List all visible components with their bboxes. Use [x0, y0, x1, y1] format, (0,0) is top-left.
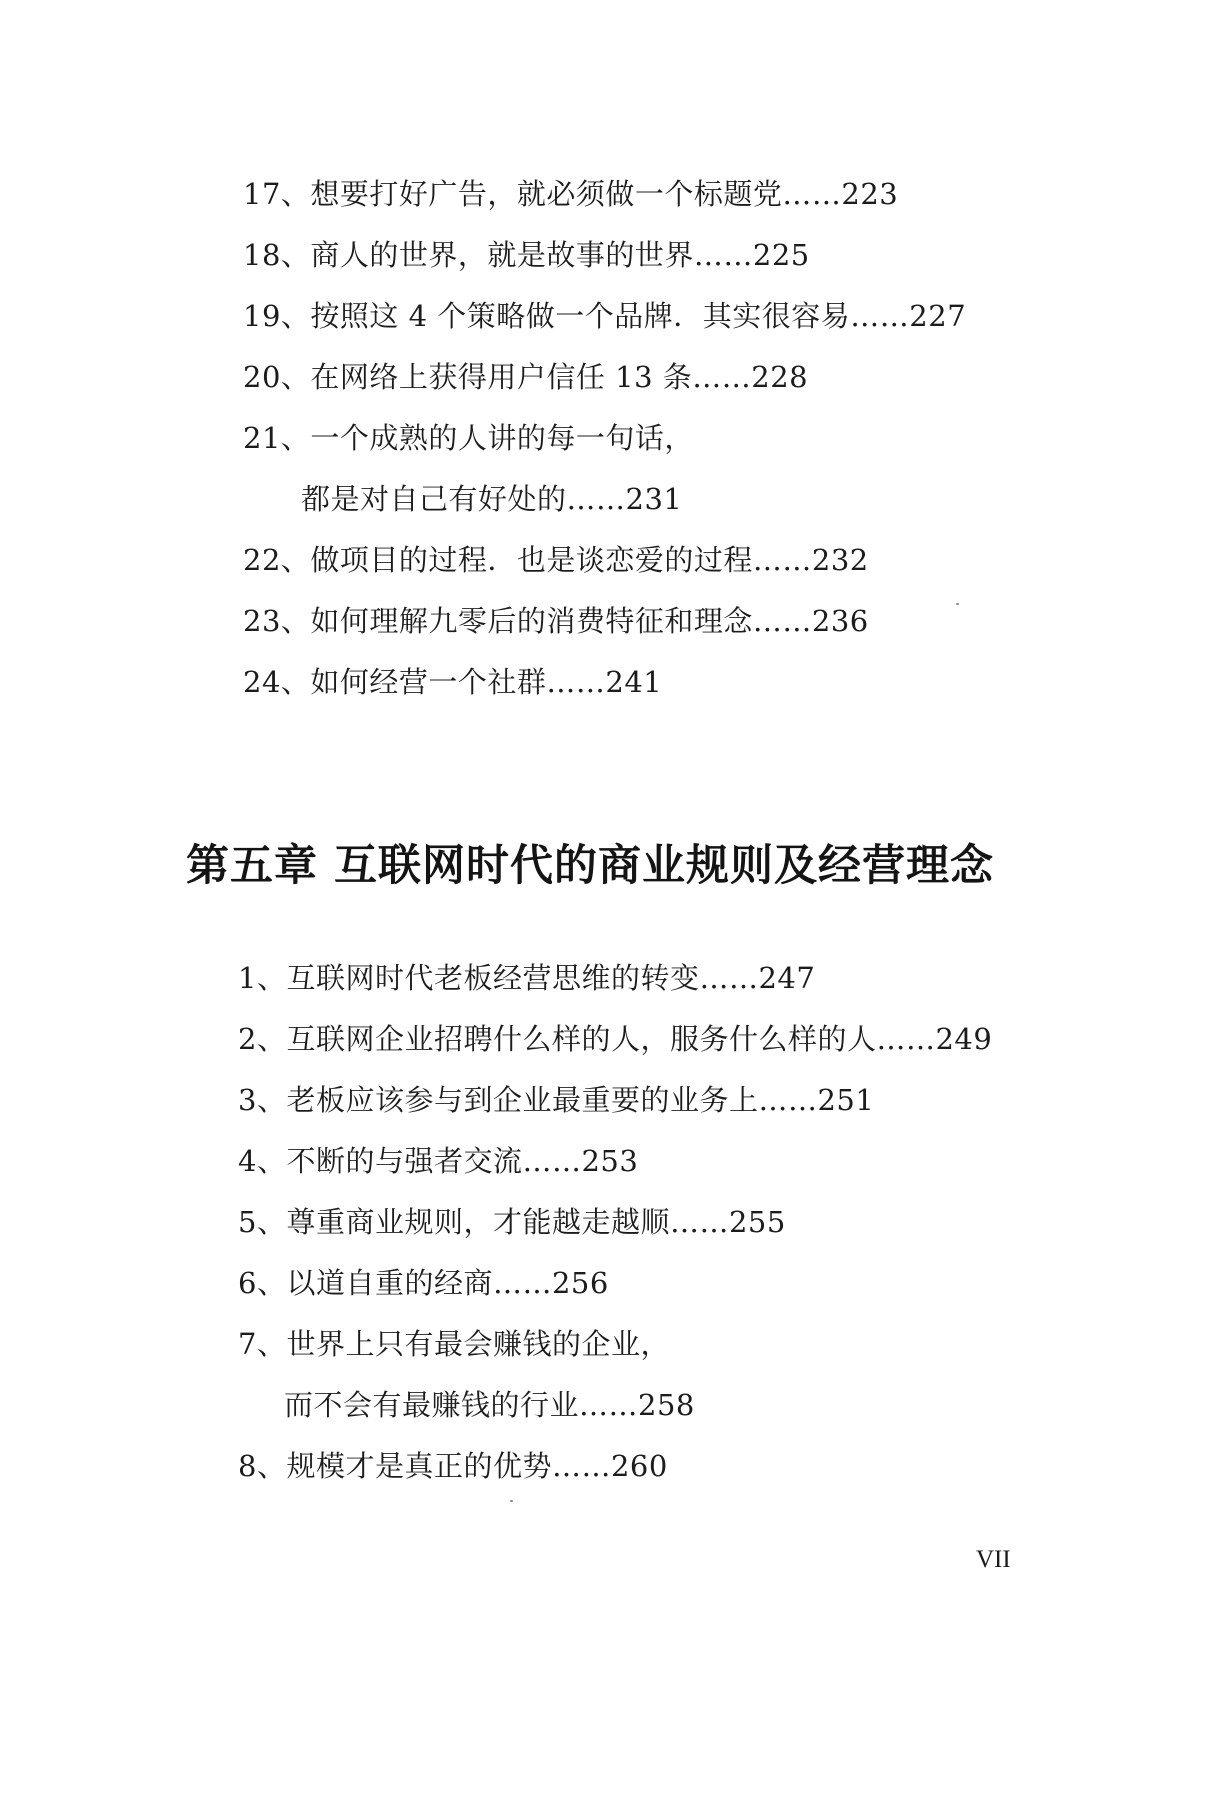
scan-speck	[956, 603, 959, 605]
toc-entry-20: 20、在网络上获得用户信任 13 条……228	[243, 360, 809, 394]
toc-entry-5: 5、尊重商业规则，才能越走越顺……255	[238, 1205, 786, 1239]
toc-entry-19: 19、按照这 4 个策略做一个品牌．其实很容易……227	[243, 299, 967, 333]
toc-entry-17: 17、想要打好广告，就必须做一个标题党……223	[243, 177, 899, 211]
toc-entry-21-line-2: 都是对自己有好处的……231	[301, 482, 683, 516]
scan-speck	[510, 1500, 513, 1502]
toc-entry-4: 4、不断的与强者交流……253	[238, 1144, 639, 1178]
toc-entry-3: 3、老板应该参与到企业最重要的业务上……251	[238, 1083, 875, 1117]
toc-entry-22: 22、做项目的过程．也是谈恋爱的过程……232	[243, 543, 869, 577]
page-number: VII	[976, 1546, 1011, 1573]
toc-entry-6: 6、以道自重的经商……256	[238, 1266, 609, 1300]
toc-entry-18: 18、商人的世界，就是故事的世界……225	[243, 238, 810, 272]
toc-entry-23: 23、如何理解九零后的消费特征和理念……236	[243, 604, 869, 638]
toc-entry-2: 2、互联网企业招聘什么样的人，服务什么样的人……249	[238, 1022, 993, 1056]
toc-entry-21-line-1: 21、一个成熟的人讲的每一句话，	[243, 421, 694, 455]
toc-entry-7-line-1: 7、世界上只有最会赚钱的企业，	[238, 1327, 670, 1361]
toc-entry-8: 8、规模才是真正的优势……260	[238, 1449, 668, 1483]
toc-entry-7-line-2: 而不会有最赚钱的行业……258	[284, 1388, 695, 1422]
toc-entry-1: 1、互联网时代老板经营思维的转变……247	[238, 961, 816, 995]
chapter-five-heading: 第五章 互联网时代的商业规则及经营理念	[186, 841, 994, 891]
toc-entry-24: 24、如何经营一个社群……241	[243, 665, 663, 699]
